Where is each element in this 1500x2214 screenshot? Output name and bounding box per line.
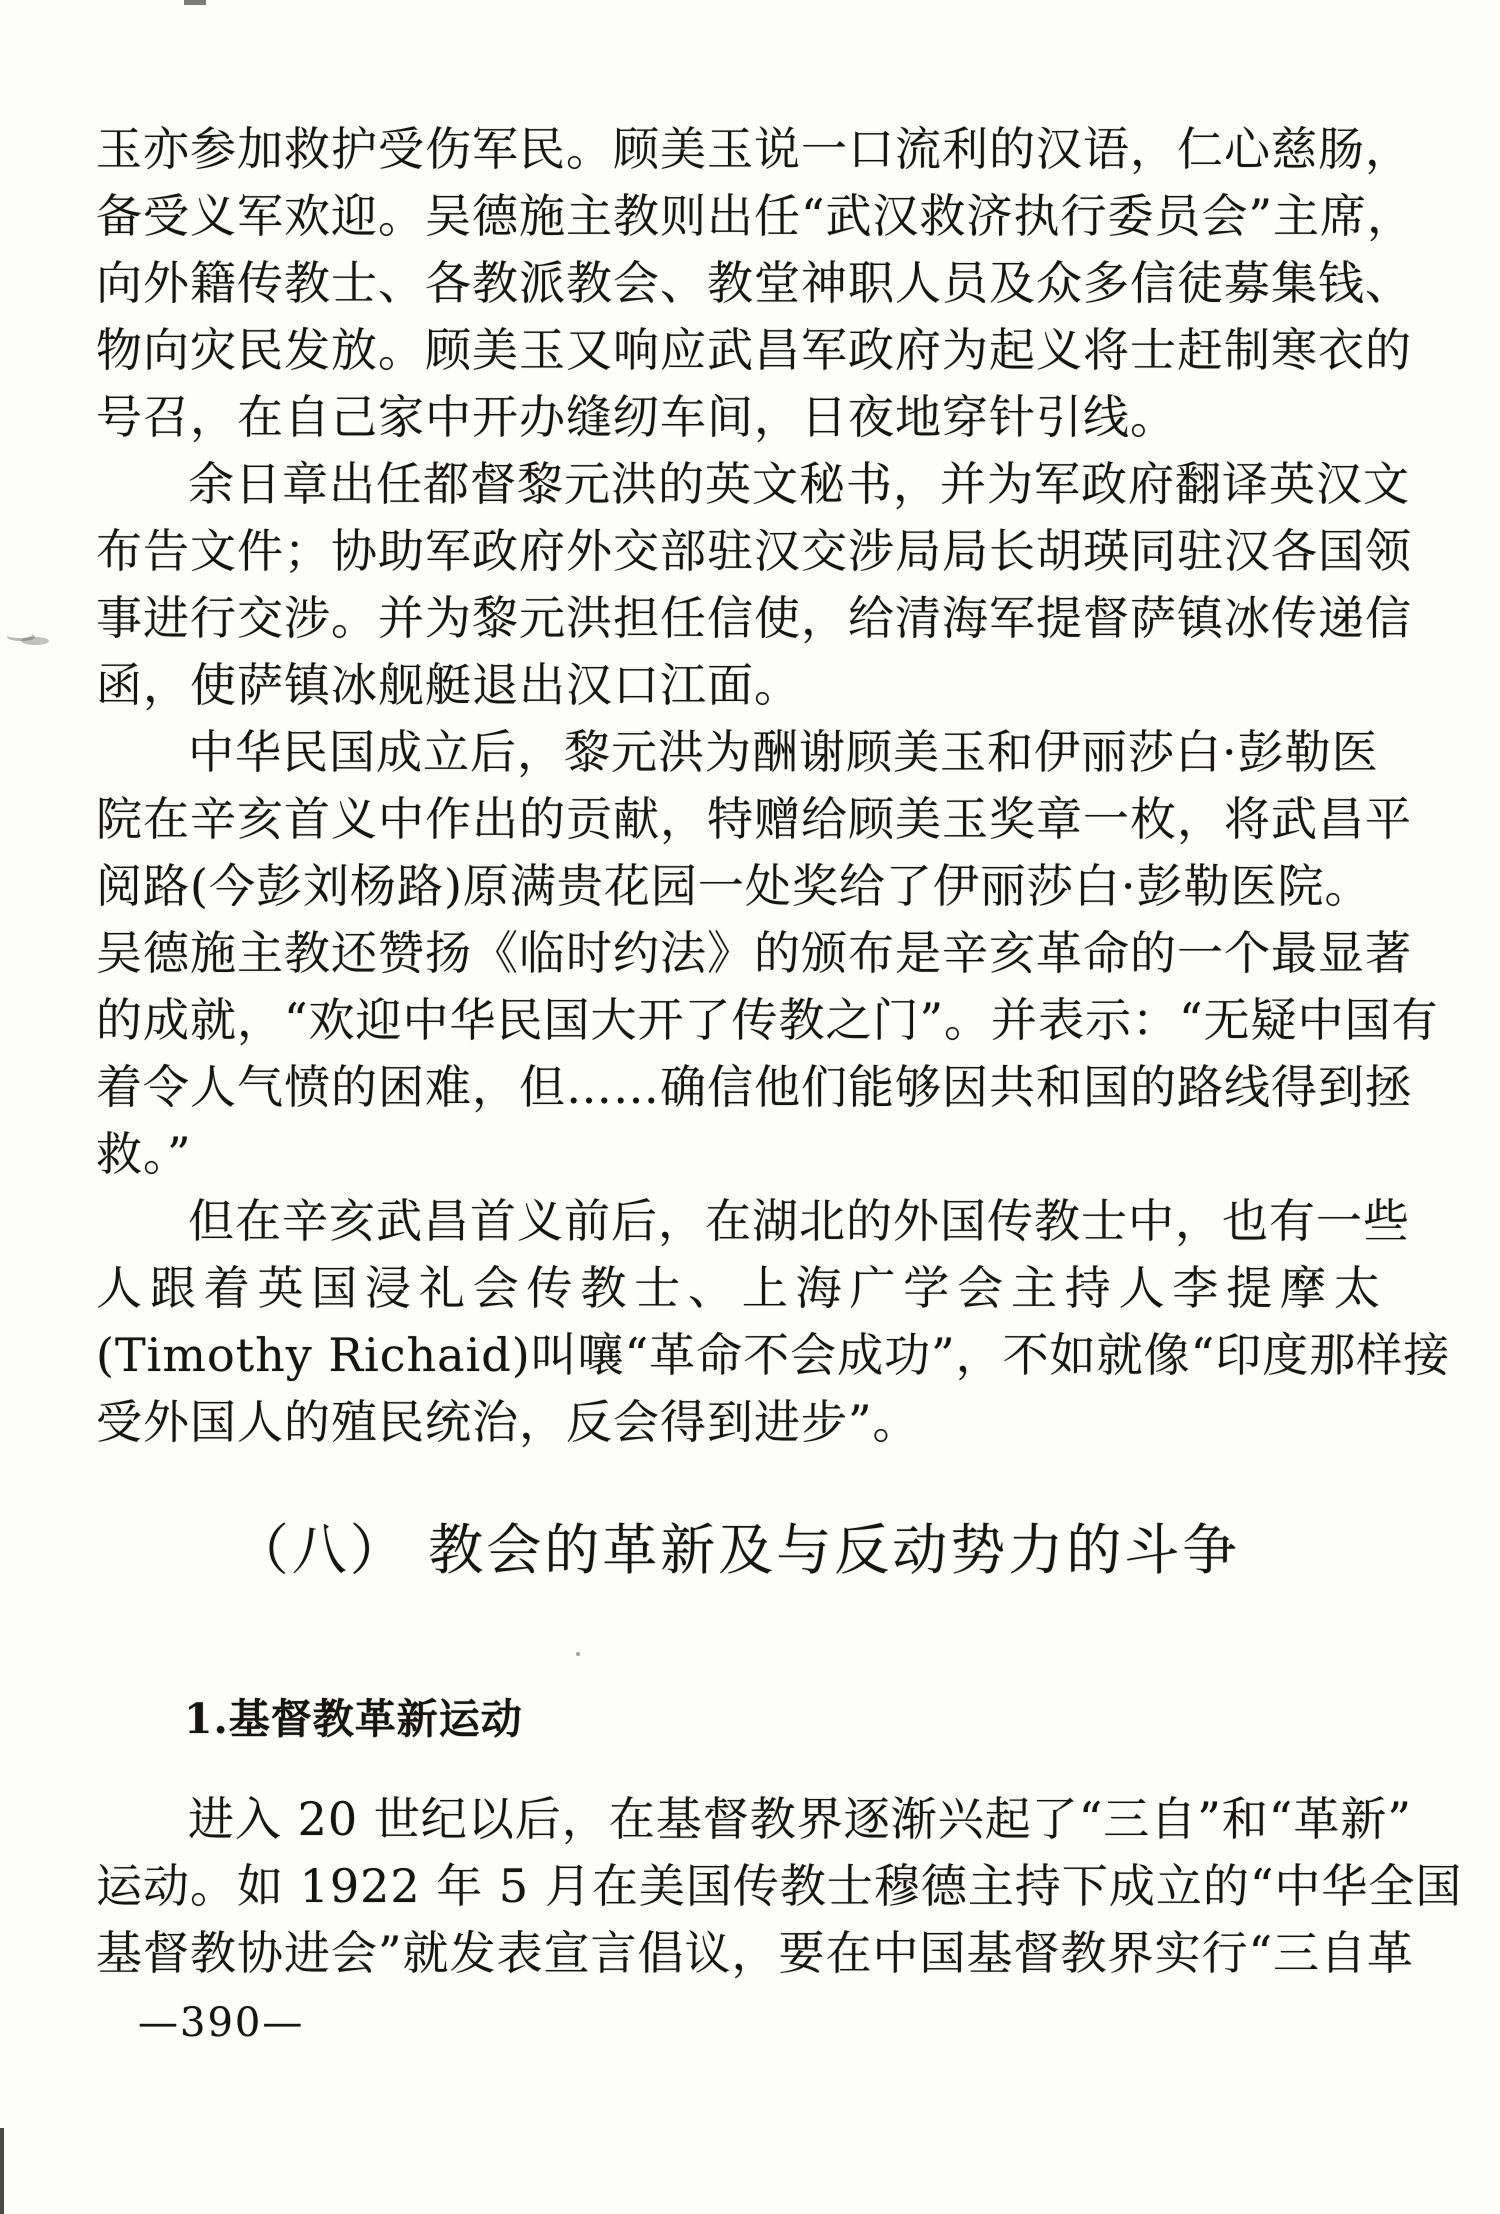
text-line: 余日章出任都督黎元洪的英文秘书，并为军政府翻译英汉文	[188, 457, 1410, 511]
text-line: 的成就，“欢迎中华民国大开了传教之门”。并表示：“无疑中国有	[96, 993, 1439, 1047]
text-line: 中华民国成立后，黎元洪为酬谢顾美玉和伊丽莎白·彭勒医	[188, 725, 1379, 779]
text-line: 院在辛亥首义中作出的贡献，特赠给顾美玉奖章一枚，将武昌平	[96, 792, 1412, 846]
text-line: 事进行交涉。并为黎元洪担任信使，给清海军提督萨镇冰传递信	[96, 591, 1412, 645]
text-line: 阅路(今彭刘杨路)原满贵花园一处奖给了伊丽莎白·彭勒医院。	[96, 859, 1372, 913]
text-line: 但在辛亥武昌首义前后，在湖北的外国传教士中，也有一些	[188, 1194, 1410, 1248]
text-line: 玉亦参加救护受伤军民。顾美玉说一口流利的汉语，仁心慈肠，	[96, 122, 1412, 176]
paragraph	[96, 1786, 1463, 1987]
scan-artifact-edge	[0, 2128, 4, 2214]
subsection-heading: 1.基督教革新运动	[184, 1695, 523, 1743]
text-line: 布告文件；协助军政府外交部驻汉交涉局局长胡瑛同驻汉各国领	[96, 524, 1412, 578]
text-line: 救。”	[96, 1127, 192, 1181]
text-line: 运动。如 1922 年 5 月在美国传教士穆德主持下成立的“中华全国	[96, 1859, 1463, 1913]
text-line: 向外籍传教士、各教派教会、教堂神职人员及众多信徒募集钱、	[96, 256, 1412, 310]
scan-artifact-margin-speck	[6, 632, 32, 638]
text-line: 基督教协进会”就发表宣言倡议，要在中国基督教界实行“三自革	[96, 1926, 1415, 1980]
text-line: 号召，在自己家中开办缝纫车间，日夜地穿针引线。	[96, 390, 1177, 444]
section-heading: （八） 教会的革新及与反动势力的斗争	[233, 1518, 1241, 1582]
page-number: —390—	[138, 2000, 305, 2046]
text-line: 函，使萨镇冰舰艇退出汉口江面。	[96, 658, 801, 712]
text-line: 吴德施主教还赞扬《临时约法》的颁布是辛亥革命的一个最显著	[96, 926, 1412, 980]
text-line: 进入 20 世纪以后，在基督教界逐渐兴起了“三自”和“革新”	[188, 1792, 1412, 1846]
text-line: 物向灾民发放。顾美玉又响应武昌军政府为起义将士赶制寒衣的	[96, 323, 1412, 377]
text-line: (Timothy Richaid)叫嚷“革命不会成功”，不如就像“印度那样接	[96, 1328, 1451, 1382]
text-line: 备受义军欢迎。吴德施主教则出任“武汉救济执行委员会”主席，	[96, 189, 1415, 243]
text-line: 受外国人的殖民统治，反会得到进步”。	[96, 1395, 920, 1449]
text-line: 人跟着英国浸礼会传教士、上海广学会主持人李提摩太	[96, 1261, 1388, 1315]
page-content	[96, 116, 1463, 2047]
text-line: 着令人气愤的困难，但……确信他们能够因共和国的路线得到拯	[96, 1060, 1412, 1114]
scan-artifact-top	[184, 0, 206, 5]
